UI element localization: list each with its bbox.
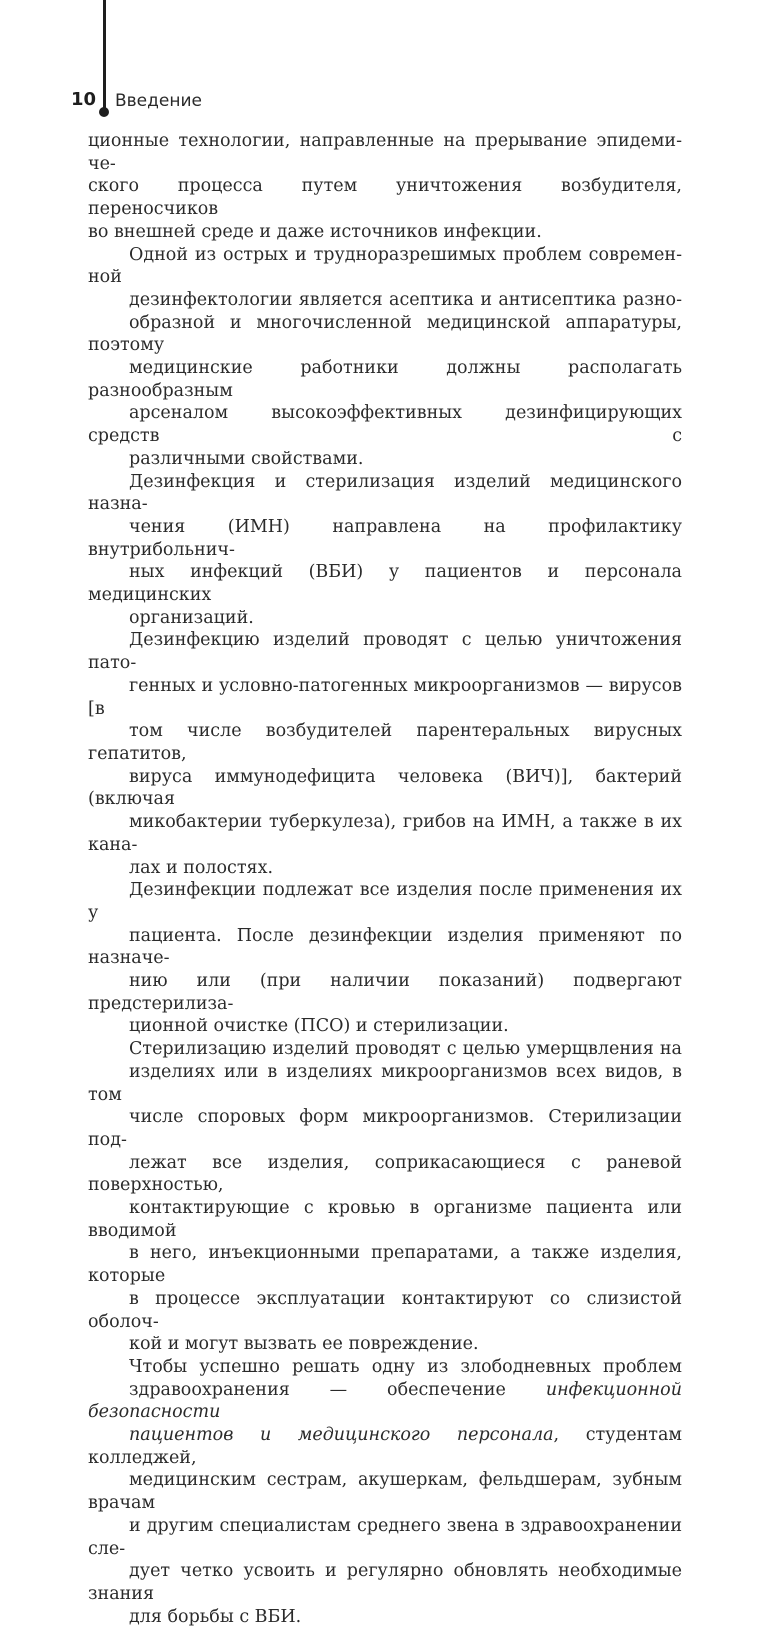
text-line: пациента. После дезинфекции изделия применяют по назначе- (88, 925, 682, 969)
text-line: лежат все изделия, соприкасающиеся с раневой поверхностью, (88, 1152, 682, 1196)
header-rule-dot (99, 107, 109, 117)
paragraph-4 (88, 629, 682, 879)
text-line: чения (ИМН) направлена на профилактику внутрибольнич- (88, 516, 682, 560)
italic-emphasis: пациентов и медицинского персонала (129, 1425, 554, 1446)
text-line: лах и полостях. (129, 857, 274, 878)
text-span: здравоохранения — обеспечение (129, 1379, 546, 1400)
text-line: вируса иммунодефицита человека (ВИЧ)], бактерий (включая (88, 766, 682, 810)
text-line: ционной очистке (ПСО) и стерилизации. (129, 1016, 509, 1037)
paragraph-3 (88, 471, 682, 630)
text-line: кой и могут вызвать ее повреждение. (129, 1334, 479, 1355)
text-line: образной и многочисленной медицинской аппаратуры, поэтому (88, 312, 682, 356)
text-line: генных и условно-патогенных микроорганизмов — вирусов [в (88, 675, 682, 719)
text-line: Стерилизацию изделий проводят с целью умерщвления на (129, 1039, 682, 1060)
text-line: для борьбы с ВБИ. (129, 1606, 302, 1627)
text-line: Дезинфекции подлежат все изделия после применения их у (88, 880, 682, 923)
header-rule (103, 0, 106, 110)
text-line: ционные технологии, направленные на прерывание эпидемиче- (88, 131, 682, 174)
text-line: дует четко усвоить и регулярно обновлять необходимые знания (88, 1561, 682, 1604)
paragraph-6 (88, 1038, 682, 1356)
text-span: , студентам колледжей, (88, 1425, 683, 1468)
paragraph-5 (88, 879, 682, 1038)
text-line: и другим специалистам среднего звена в здравоохранении сле- (88, 1515, 682, 1559)
text-line: во внешней среде и даже источников инфекции. (88, 221, 542, 242)
text-line: Одной из острых и трудноразрешимых проблем современной (88, 244, 682, 288)
text-line: микобактерии туберкулеза), грибов на ИМН, а также в их кана- (88, 812, 682, 855)
text-line: Дезинфекцию изделий проводят с целью уничтожения пато- (88, 630, 682, 674)
italic-emphasis: инфекционной безопасности (88, 1379, 682, 1423)
text-line: в него, инъекционными препаратами, а также изделия, которые (88, 1243, 682, 1287)
text-line: изделиях или в изделиях микроорганизмов всех видов, в том (88, 1061, 682, 1105)
text-line: том числе возбудителей парентеральных вирусных гепатитов, (88, 721, 682, 764)
text-line: медицинским сестрам, акушеркам, фельдшерам, зубным врачам (88, 1470, 682, 1514)
text-line: организаций. (129, 607, 254, 628)
text-line: Дезинфекция и стерилизация изделий медицинского назна- (88, 471, 682, 515)
text-line: ского процесса путем уничтожения возбудителя, переносчиков (88, 176, 682, 220)
text-line: арсеналом высокоэффективных дезинфицирующих средств с (88, 403, 682, 447)
text-line: в процессе эксплуатации контактируют со слизистой оболоч- (88, 1288, 682, 1332)
text-line: Чтобы успешно решать одну из злободневных проблем (129, 1356, 682, 1377)
paragraph-7 (88, 1356, 682, 1628)
page-number: 10 (70, 89, 96, 110)
text-line: ных инфекций (ВБИ) у пациентов и персонала медицинских (88, 562, 682, 606)
text-line: контактирующие с кровью в организме пациента или вводимой (88, 1198, 682, 1241)
body-text (88, 130, 682, 1628)
text-line: нию или (при наличии показаний) подвергают предстерилиза- (88, 971, 682, 1014)
text-line: числе споровых форм микроорганизмов. Стерилизации под- (88, 1107, 682, 1150)
text-line: дезинфектологии является асептика и антисептика разно- (129, 289, 682, 310)
running-header-title: Введение (115, 91, 202, 111)
paragraph-2 (88, 244, 682, 471)
paragraph-1 (88, 130, 682, 244)
text-line (88, 1379, 682, 1424)
text-line: различными свойствами. (129, 448, 364, 469)
text-line (88, 1424, 682, 1469)
text-line: медицинские работники должны располагать разнообразным (88, 358, 682, 401)
